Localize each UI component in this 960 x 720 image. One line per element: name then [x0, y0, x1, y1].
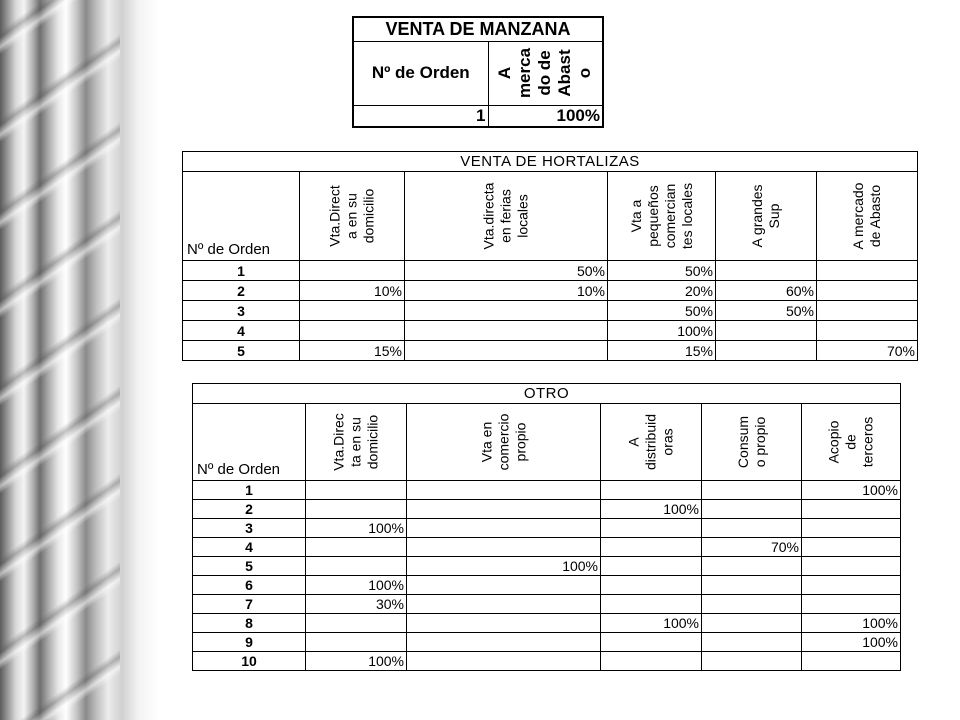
value-cell: [702, 519, 802, 538]
table-row: [193, 576, 901, 595]
value-cell: [601, 519, 702, 538]
value-cell: 50%: [716, 301, 817, 321]
value-cell: [702, 500, 802, 519]
column-header: [405, 172, 608, 261]
value-cell: 15%: [608, 341, 716, 361]
value-cell: [817, 261, 918, 281]
table-row: [193, 633, 901, 652]
table-row: [193, 538, 901, 557]
column-header-label: Vta.Direc ta en su domicilio: [330, 413, 381, 471]
table-row: [183, 261, 918, 281]
column-header-label: A merca do de Abast o: [495, 47, 595, 99]
value-cell: 50%: [405, 261, 608, 281]
column-header: [601, 404, 702, 481]
column-header-label: Vta en comercio propio: [478, 413, 528, 471]
value-cell: 50%: [608, 261, 716, 281]
orden-cell: 6: [193, 576, 306, 595]
orden-cell: 5: [183, 341, 300, 361]
value-cell: [306, 633, 407, 652]
value-cell: [601, 576, 702, 595]
value-cell: [702, 576, 802, 595]
column-header: [407, 404, 601, 481]
value-cell: 100%: [407, 557, 601, 576]
column-header-label: Vta.directa en ferias locales: [480, 182, 531, 250]
table-row: [193, 595, 901, 614]
value-cell: [306, 614, 407, 633]
column-header: [300, 172, 405, 261]
orden-header: [183, 172, 300, 261]
value-cell: [702, 557, 802, 576]
orden-cell: 4: [183, 321, 300, 341]
orden-cell: 8: [193, 614, 306, 633]
table-venta-hortalizas: [182, 151, 918, 361]
column-header: [716, 172, 817, 261]
value-cell: 100%: [306, 652, 407, 671]
column-header: [488, 41, 603, 105]
column-header: [608, 172, 716, 261]
value-cell: [716, 261, 817, 281]
value-cell: [405, 301, 608, 321]
table-row: [193, 652, 901, 671]
table-body: [183, 261, 918, 361]
orden-cell: 10: [193, 652, 306, 671]
value-cell: [817, 321, 918, 341]
value-cell: [407, 576, 601, 595]
value-cell: [407, 595, 601, 614]
value-cell: [802, 519, 901, 538]
orden-header-label: Nº de Orden: [187, 241, 271, 258]
value-cell: [407, 500, 601, 519]
value-cell: [306, 538, 407, 557]
value-cell: [601, 481, 702, 500]
orden-cell: 3: [183, 301, 300, 321]
column-header-label: A mercado de Abasto: [850, 182, 883, 250]
value-cell: [300, 321, 405, 341]
value-cell: 100%: [601, 614, 702, 633]
value-cell: [306, 557, 407, 576]
table-row: [193, 614, 901, 633]
value-cell: [802, 595, 901, 614]
value-cell: 100%: [601, 500, 702, 519]
value-cell: 30%: [306, 595, 407, 614]
value-cell: [702, 652, 802, 671]
column-header-label: Consum o propio: [734, 415, 768, 469]
value-cell: [716, 341, 817, 361]
value-cell: [802, 557, 901, 576]
value-cell: [601, 557, 702, 576]
orden-header: Nº de Orden: [353, 41, 488, 105]
orden-header-label: Nº de Orden: [197, 461, 281, 478]
value-cell: [601, 595, 702, 614]
value-cell: [702, 633, 802, 652]
table-otro: [192, 383, 901, 671]
value-cell: [300, 261, 405, 281]
table-row: [193, 557, 901, 576]
column-header-label: Acopio de terceros: [825, 416, 876, 468]
orden-cell: 2: [183, 281, 300, 301]
value-cell: [407, 652, 601, 671]
column-header: [306, 404, 407, 481]
value-cell: [817, 281, 918, 301]
value-cell: [802, 500, 901, 519]
value-cell: [300, 301, 405, 321]
value-cell: [601, 633, 702, 652]
value-cell: 10%: [405, 281, 608, 301]
value-cell: [407, 481, 601, 500]
value-cell: [405, 321, 608, 341]
value-cell: 100%: [306, 576, 407, 595]
column-header-label: Vta a pequeños comercian tes locales: [627, 182, 695, 250]
column-header: [817, 172, 918, 261]
value-cell: [407, 614, 601, 633]
value-cell: 15%: [300, 341, 405, 361]
table-row: [193, 519, 901, 538]
table-body: [193, 481, 901, 671]
orden-cell: 4: [193, 538, 306, 557]
orden-cell: 1: [353, 105, 488, 127]
column-header-label: A grandes Sup: [749, 184, 782, 248]
table-row: [183, 341, 918, 361]
value-cell: [716, 321, 817, 341]
value-cell: [702, 595, 802, 614]
table-row: [183, 301, 918, 321]
column-header: [702, 404, 802, 481]
value-cell: 100%: [802, 633, 901, 652]
orden-cell: 1: [183, 261, 300, 281]
orden-cell: 2: [193, 500, 306, 519]
orden-cell: 5: [193, 557, 306, 576]
value-cell: [601, 652, 702, 671]
orden-cell: 7: [193, 595, 306, 614]
value-cell: 60%: [716, 281, 817, 301]
value-cell: [817, 301, 918, 321]
value-cell: [306, 500, 407, 519]
value-cell: [802, 576, 901, 595]
value-cell: 100%: [488, 105, 603, 127]
value-cell: [407, 519, 601, 538]
value-cell: 100%: [802, 614, 901, 633]
table-row: [183, 281, 918, 301]
orden-cell: 3: [193, 519, 306, 538]
table-row: [193, 500, 901, 519]
value-cell: 100%: [802, 481, 901, 500]
table-title: VENTA DE HORTALIZAS: [183, 152, 918, 172]
table-row: [193, 481, 901, 500]
orden-cell: 1: [193, 481, 306, 500]
value-cell: 70%: [702, 538, 802, 557]
value-cell: [702, 614, 802, 633]
decorative-column-stripes: [0, 0, 120, 720]
value-cell: [802, 652, 901, 671]
value-cell: [601, 538, 702, 557]
value-cell: 70%: [817, 341, 918, 361]
value-cell: [702, 481, 802, 500]
value-cell: [405, 341, 608, 361]
table-title: OTRO: [193, 384, 901, 404]
orden-cell: 9: [193, 633, 306, 652]
table-title: VENTA DE MANZANA: [353, 17, 603, 41]
value-cell: 100%: [608, 321, 716, 341]
column-header-label: Vta.Direct a en su domicilio: [326, 185, 377, 247]
value-cell: [407, 538, 601, 557]
orden-header: [193, 404, 306, 481]
value-cell: 50%: [608, 301, 716, 321]
value-cell: [802, 538, 901, 557]
column-header-label: A distribuid oras: [625, 413, 676, 471]
table-venta-manzana: [352, 16, 604, 128]
column-header: [802, 404, 901, 481]
value-cell: 20%: [608, 281, 716, 301]
decorative-column: [0, 0, 160, 720]
value-cell: 100%: [306, 519, 407, 538]
value-cell: 10%: [300, 281, 405, 301]
value-cell: [407, 633, 601, 652]
value-cell: [306, 481, 407, 500]
table-row: [183, 321, 918, 341]
